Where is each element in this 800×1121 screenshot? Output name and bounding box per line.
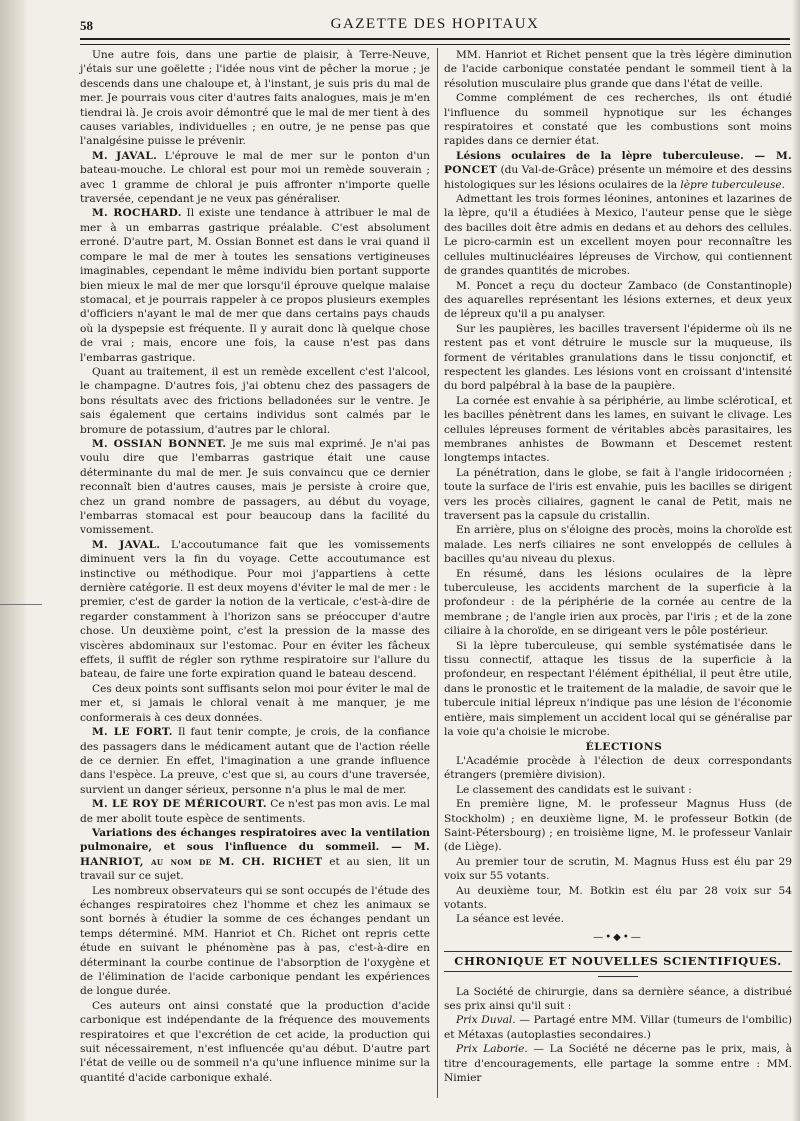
section-ornament: —•◆•— [593,931,643,943]
italic-term: lèpre tuberculeuse. [680,178,786,191]
paragraph: En arrière, plus on s'éloigne des procès, moins la choroïde est malade. Les nerfs ciliaires ne sont enveloppés de cellules à bacilles qu'au niveau du plexus. [444,524,792,566]
paragraph: La séance est levée. [456,913,565,926]
prize-name: Prix Duval. [456,1014,516,1027]
journal-title: GAZETTE DES HOPITAUX [330,16,540,32]
paragraph: MM. Hanriot et Richet pensent que la très légère diminution de l'acide carbonique constatée pendant le sommeil tient à la résolution musculaire plus grande que dans l'état de veille. [444,49,792,90]
paragraph [80,149,430,207]
chronique-heading: CHRONIQUE ET NOUVELLES SCIENTIFIQUES. [444,951,792,971]
prize-text: — La Société ne décerne pas le prix, mais, à titre d'encouragements, elle partage la somme entre : MM. Nimier [444,1043,792,1085]
paragraph [80,826,430,884]
paragraph: Une autre fois, dans une partie de plaisir, à Terre-Neuve, j'étais sur une goëlette ; l'idée nous vint de pêcher la morue ; je descends dans une chaloupe et, à l'instant, je suis pris du mal de mer. Je pourrais vous citer d'autres faits analogues, mais je m'en tiendrai là. Je crois avoir démontré que le mal de mer tient à des causes variables, individuelles ; en outre, je ne pense pas que l'analgésine puisse le prévenir. [80,49,430,148]
speech-text: L'accoutumance fait que les vomissements diminuent vers la fin du voyage. Cette accoutumance est instinctive ou méthodique. Pour moi j'appartiens à cette dernière catégorie. Il est deux moyens d'éviter le mal de mer : le premier, c'est de garder la notion de la verticale, c'est-à-dire de regarder constamment à l'horizon sans se préoccuper d'autre chose. Un deuxième point, c'est la pression de la masse des viscères abdominaux sur l'estomac. Pour en éviter les fâcheux effets, il suffit de régler son rythme respiratoire sur l'allure du bateau, de faire une forte expiration quand le bateau descend. [80,538,430,681]
paragraph: Le classement des candidats est le suivant : [456,783,692,796]
paragraph [80,538,430,682]
paragraph [80,725,430,797]
paragraph: L'Académie procède à l'élection de deux correspondants étrangers (première division). [444,754,792,782]
speaker-name: M. LE FORT. [92,726,173,739]
page-edge-shadow [792,0,800,1121]
speaker-name: M. JAVAL. [92,149,158,162]
prize-name: Prix Laborie. [456,1043,528,1056]
speaker-name: M. OSSIAN BONNET. [92,437,227,450]
paragraph: Au premier tour de scrutin, M. Magnus Huss est élu par 29 voix sur 55 votants. [444,855,792,883]
paragraph: Quant au traitement, il est un remède excellent c'est l'alcool, le champagne. D'autres fois, j'ai obtenu chez des passagers de bons résultats avec des frictions belladonées sur le ventre. Je sais également que certains individus sont calmés par le bromure de potassium, d'autres par le chloral. [80,365,430,436]
paragraph [80,797,430,826]
article-authors: — M. PONCET [444,149,792,177]
paragraph [444,1042,792,1085]
paragraph: Au deuxième tour, M. Botkin est élu par 28 voix sur 54 votants. [444,884,792,911]
paragraph: Admettant les trois formes léonines, antonines et lazarines de la lèpre, qu'il a étudiées à Mexico, l'auteur pense que le siège des bacilles doit être admis en dedans et au dehors des cellules. Le picro-carmin est un excellent moyen pour reconnaître les cellules multinucléaires lépreuses de Virchow, qui contiennent de grandes quantités de microbes. [444,193,792,278]
header-rule [80,38,790,45]
paragraph [444,149,792,192]
article-text: et au sien, lit un travail sur ce sujet. [80,855,430,883]
speech-text: Il existe une tendance à attribuer le mal de mer à un embarras gastrique préalable. C'est absolument erroné. D'autre part, M. Ossian Bonnet est dans le vrai quand il compare le mal de mer à toutes les sensations vertigineuses imaginables, cependant le même individu bien portant supporte bien mieux le mal de mer que lorsqu'il éprouve quelque malaise stomacal, et je pourrais rappeler à ce propos plusieurs exemples d'officiers n'ayant le mal de mer que dans certains pays chauds où la dyspepsie est fréquente. Il y aurait donc là quelque chose de vrai ; mais, encore une fois, la cause n'est pas dans l'embarras gastrique. [80,207,430,364]
paragraph: Ces auteurs ont ainsi constaté que la production d'acide carbonique est indépendante de la fréquence des mouvements respiratoires et que l'excrétion de cet acide, la production qui suit nécessairement, n'est influencée qu'au début. D'autre part l'état de veille ou de sommeil n'a qu'une influence minime sur la quantité d'acide carbonique exhalé. [80,999,430,1084]
paragraph: En résumé, dans les lésions oculaires de la lèpre tuberculeuse, les accidents marchent de la superficie à la profondeur : de la périphérie de la cornée au centre de la membrane ; de l'angle irien aux procès, par l'iris ; et de la zone ciliaire à la choroïde, en se dirigeant vers le pôle postérieur. [444,567,792,638]
article-title: Variations des échanges respiratoires avec la ventilation pulmonaire, et sous l'influence du sommeil. [80,826,430,854]
paragraph: La Société de chirurgie, dans sa dernière séance, a distribué ses prix ainsi qu'il suit : [444,985,792,1012]
speech-text: L'éprouve le mal de mer sur le ponton d'un bateau-mouche. Le chloral est pour moi un remède souverain ; avec 1 gramme de chloral je puis affronter n'importe quelle traversée, cependant je ne veux pas généraliser. [80,149,430,206]
paragraph: M. Poncet a reçu du docteur Zambaco (de Constantinople) des aquarelles représentant les lésions externes, et deux yeux de lépreux qu'il a pu analyser. [444,279,792,321]
prize-text: — Partagé entre MM. Villar (tumeurs de l'ombilic) et Métaxas (autoplasties secondaires.) [444,1014,792,1041]
article-text: (du Val-de-Grâce) présente un mémoire et des dessins histologiques sur les lésions oculaires de la [444,164,792,191]
paragraph [80,437,430,538]
paragraph: Sur les paupières, les bacilles traversent l'épiderme où ils ne restent pas et vont détruire le muscle sur la muqueuse, ils forment de véritables granulations dans le tissu conjonctif, et respectent les glandes. Les lésions vont en croissant d'intensité du bord palpébral à la base de la paupière. [444,322,792,393]
paragraph [444,1013,792,1042]
right-column [444,48,792,1098]
elections-heading: ÉLECTIONS [585,740,663,753]
speech-text: Ce n'est pas mon avis. Le mal de mer abolit toute espèce de sentiments. [80,798,430,825]
column-divider [437,48,438,1098]
page-gutter-shadow [0,0,26,1121]
paragraph: La cornée est envahie à sa périphérie, au limbe scléroticaI, et les bacilles pénètrent dans les lames, en suivant le clivage. Les cellules lépreuses forment de véritables abcès parasitaires, les membranes anhistes de Bowmann et Descemet restent longtemps intactes. [444,394,792,465]
speaker-name: M. LE ROY DE MÉRICOURT. [92,798,267,811]
page-number: 58 [80,18,93,33]
paragraph: Ces deux points sont suffisants selon moi pour éviter le mal de mer et, si jamais le chloral venait à me manquer, je me conformerais à ces deux données. [80,682,430,724]
speaker-name: M. JAVAL. [92,538,161,551]
short-rule [598,976,638,977]
speaker-name: M. ROCHARD. [92,207,182,220]
speech-text: Il faut tenir compte, je crois, de la confiance des passagers dans le médicament autant que de l'action réelle de ce dernier. En effet, l'imagination a une grande influence dans l'espèce. La preuve, c'est que si, au cours d'une traversée, survient un danger sérieux, personne n'a plus le mal de mer. [80,726,431,796]
margin-pencil-mark [0,604,42,605]
paragraph: Les nombreux observateurs qui se sont occupés de l'étude des échanges respiratoires chez l'homme et chez les animaux se sont bornés à étudier la somme de ces échanges pendant un temps déterminé. MM. Hanriot et Ch. Richet ont repris cette étude en suivant le phénomène pas à pas, c'est-à-dire en déterminant la courbe continue de l'absorption de l'oxygène et de l'élimination de l'acide carbonique pendant les expériences de longue durée. [80,884,430,998]
paragraph: Comme complément de ces recherches, ils ont étudié l'influence du sommeil hypnotique sur les échanges respiratoires et constaté que les combustions sont moins rapides dans ce dernier état. [444,92,792,148]
article-title: Lésions oculaires de la lèpre tuberculeuse. [456,149,744,162]
paragraph [80,206,430,364]
speech-text: Je me suis mal exprimé. Je n'ai pas voulu dire que l'embarras gastrique était une cause déterminante du mal de mer. Je suis convaincu que ce dernier reconnaît bien d'autres causes, mais je persiste à croire que, chez un grand nombre de passagers, au début du voyage, l'embarras stomacal est pour beaucoup dans la facilité du vomissement. [80,437,430,537]
paragraph: La pénétration, dans le globe, se fait à l'angle iridocornéen ; toute la surface de l'iris est envahie, puis les bacilles se dirigent vers les procès ciliaires, gagnent le canal de Petit, mais ne traversent pas la capsule du cristallin. [444,466,792,522]
paragraph: Si la lèpre tuberculeuse, qui semble systématisée dans le tissu connectif, attaque les tissus de la superficie à la profondeur, en respectant l'élément épithélial, il peut être utile, dans le pronostic et le traitement de la maladie, de savoir que le tubercule initial lépreux n'indique pas une lésion de l'économie entière, mais simplement un accident local qui se généralise par la voie qu'a choisie le microbe. [444,639,792,739]
left-column [80,48,430,1098]
paragraph: En première ligne, M. le professeur Magnus Huss (de Stockholm) ; en deuxième ligne, M. le professeur Botkin (de Saint-Pétersbourg) ; en troisième ligne, M. le professeur Vanlair (de Liège). [444,798,792,854]
article-authors: — M. HANRIOT, au nom de M. CH. RICHET [80,841,430,868]
page-header [80,12,790,36]
